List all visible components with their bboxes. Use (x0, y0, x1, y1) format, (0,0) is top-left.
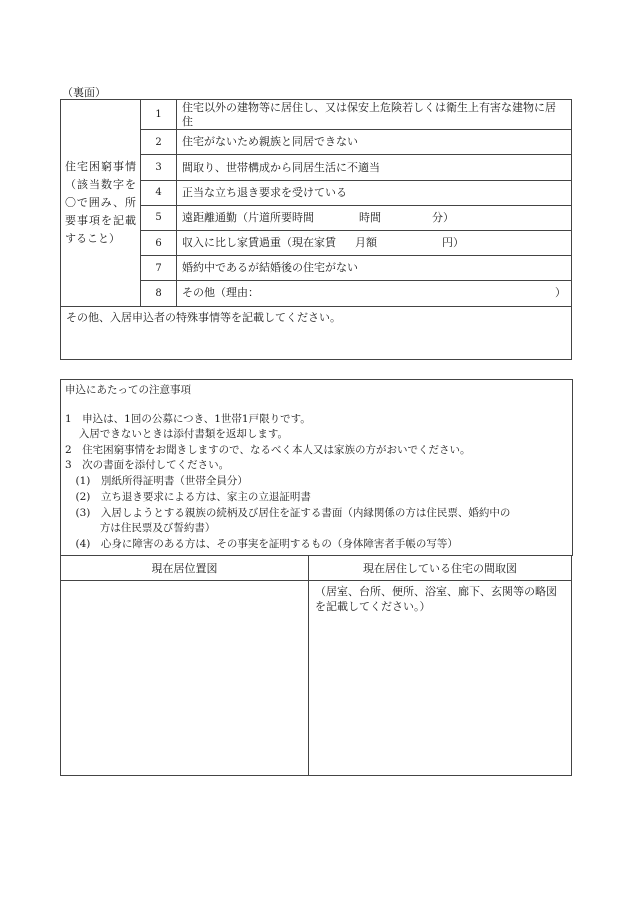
floorplan-header: 現在居住している住宅の間取図 (309, 556, 572, 581)
reason-number: 4 (141, 180, 177, 205)
special-circumstances-field[interactable] (61, 306, 572, 359)
reason-text: 住宅がないため親族と同居できない (177, 130, 572, 155)
reason-text: 住宅以外の建物等に居住し、又は保安上危険若しくは衛生上有害な建物に居住 (177, 100, 572, 130)
notes-line: 方は住民票及び誓約書） (65, 522, 216, 534)
minutes-unit: 分） (432, 210, 454, 224)
hours-unit: 時間 (359, 210, 381, 224)
location-map-header: 現在居位置図 (61, 556, 309, 581)
notes-line: 入居できないときは添付書類を返却します。 (65, 428, 288, 440)
reason-text: 間取り、世帯構成から同居生活に不適当 (177, 155, 572, 180)
reason-commute[interactable] (177, 205, 572, 230)
reason-number: 5 (141, 205, 177, 230)
notes-line: (3) 入居しようとする親族の続柄及び居住を証する書面（内縁関係の方は住民票、婚約中の (65, 507, 511, 519)
hardship-label: 住宅困窮事情（該当数字を〇で囲み、所要事項を記載すること） (61, 100, 141, 307)
reason-number: 1 (141, 100, 177, 130)
yen-unit: 円） (442, 236, 464, 250)
notes-title: 申込にあたっての注意事項 (65, 384, 191, 396)
reason-number: 3 (141, 155, 177, 180)
notes-line: 3 次の書面を添付してください。 (65, 459, 230, 471)
reason-rent[interactable] (177, 230, 572, 255)
notes-line: 1 申込は、1回の公募につき、1世帯1戸限りです。 (65, 413, 311, 425)
reason-rent-label: 収入に比し家賃過重（現在家賃 (182, 236, 336, 250)
reason-text: 婚約中であるが結婚後の住宅がない (177, 256, 572, 281)
notes-line: (1) 別紙所得証明書（世帯全員分） (65, 475, 248, 487)
floorplan-hint: （居室、台所、便所、浴室、廊下、玄関等の略図を記載してください。） (315, 585, 557, 613)
reason-text: 正当な立ち退き要求を受けている (177, 180, 572, 205)
floorplan-area[interactable] (309, 581, 572, 776)
reason-number: 2 (141, 130, 177, 155)
reason-other[interactable] (177, 281, 572, 306)
reason-number: 7 (141, 256, 177, 281)
reason-commute-label: 遠距離通勤（片道所要時間 (182, 210, 314, 224)
special-circumstances-note: その他、入居申込者の特殊事情等を記載してください。 (66, 310, 341, 324)
maps-table (60, 555, 572, 776)
reason-number: 6 (141, 230, 177, 255)
reason-other-close: ） (555, 286, 566, 300)
page-label: （裏面） (62, 86, 106, 99)
monthly-label: 月額 (355, 236, 377, 250)
reason-number: 8 (141, 281, 177, 306)
hardship-table (60, 99, 572, 360)
notes-line: (4) 心身に障害のある方は、その事実を証明するもの（身体障害者手帳の写等） (65, 538, 458, 550)
notes-line: 2 住宅困窮事情をお聞きしますので、なるべく本人又は家族の方がおいでください。 (65, 444, 471, 456)
location-map-area[interactable] (61, 581, 309, 776)
reason-other-label: その他（理由： (182, 286, 259, 300)
notes-line: (2) 立ち退き要求による方は、家主の立退証明書 (65, 491, 311, 503)
